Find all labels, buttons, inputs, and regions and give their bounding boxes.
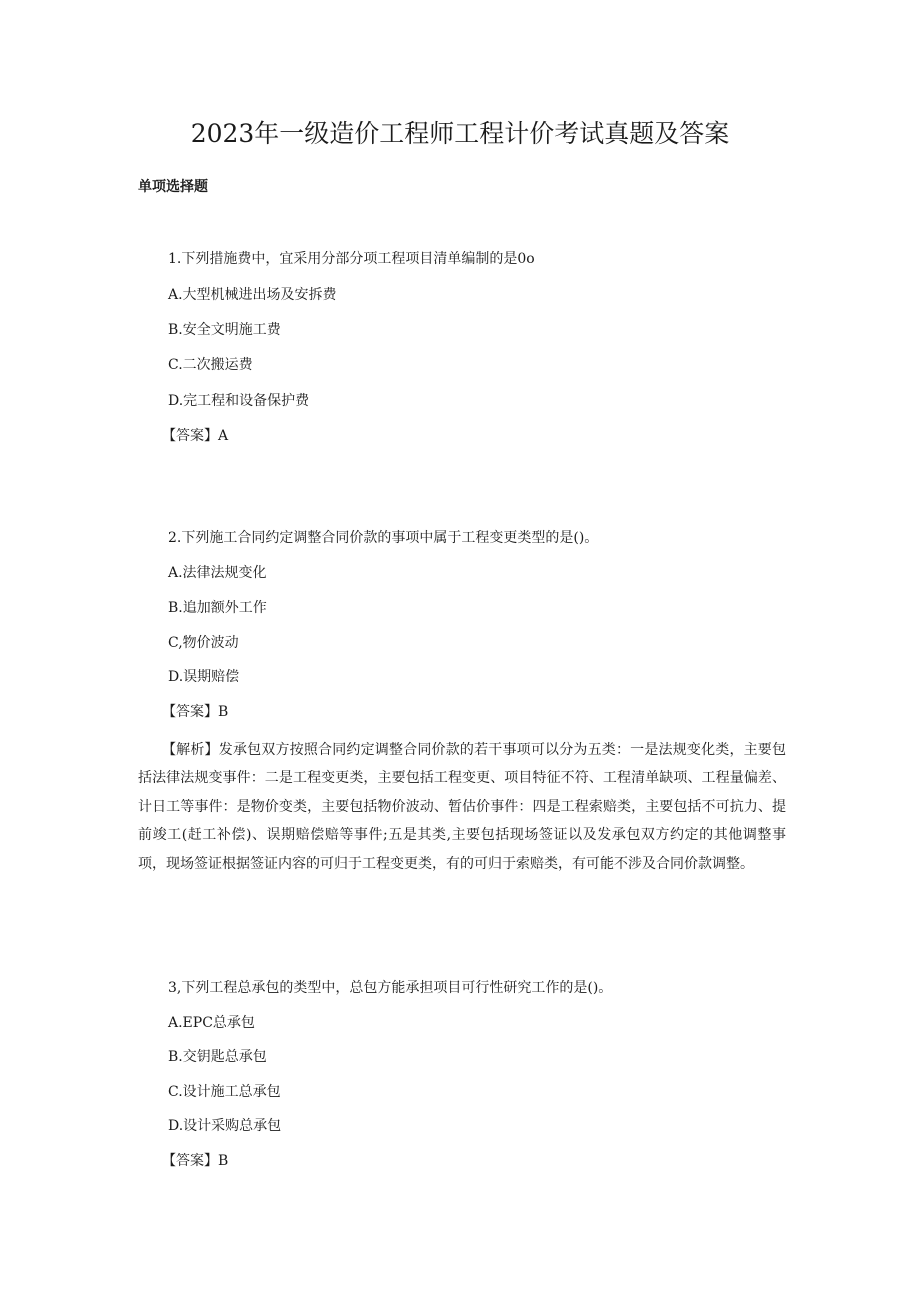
question-1-stem: 1.下列措施费中，宜采用分部分项工程项目清单编制的是0o [168,251,535,267]
question-2-option-c: C,物价波动 [168,635,239,651]
question-3-stem: 3,下列工程总承包的类型中，总包方能承担项目可行性研究工作的是()。 [168,980,613,996]
question-1-option-c: C.二次搬运费 [168,357,253,373]
question-2-explanation: 【解析】发承包双方按照合同约定调整合同价款的若干事项可以分为五类：一是法规变化类，主要包括法律法规变事件：二是工程变更类，主要包括工程变更、项目特征不符、工程清单缺项、工程量偏差、计日工等事件：是物价变类，主要包括物价波动、暂估价事件：四是工程索赔类，主要包括不可抗力、提前竣工(赶工补偿)、误期赔偿赔等事件;五是其类,主要包括现场签证以及发承包双方约定的其他调整事项，现场签证根据签证内容的可归于工程变更类，有的可归于索赔类，有可能不涉及合同价款调整。 [138,742,786,872]
question-2-stem: 2.下列施工合同约定调整合同价款的事项中属于工程变更类型的是()。 [168,530,599,546]
question-2-option-d: D.误期赔偿 [168,669,240,685]
question-3-option-a: A.EPC总承包 [168,1015,255,1031]
question-3-option-c: C.设计施工总承包 [168,1084,281,1100]
page-title: 2023年一级造价工程师工程计价考试真题及答案 [190,119,730,148]
question-1-answer: 【答案】A [162,428,229,444]
question-1-option-b: B.安全文明施工费 [168,322,281,338]
section-heading: 单项选择题 [138,179,208,195]
question-1-option-d: D.完工程和设备保护费 [168,393,310,409]
question-1-option-a: A.大型机械进出场及安拆费 [168,287,337,303]
question-3-option-d: D.设计采购总承包 [168,1118,282,1134]
question-2-answer: 【答案】B [162,704,229,720]
question-3-answer: 【答案】B [162,1153,229,1169]
question-2-option-a: A.法律法规变化 [168,565,267,581]
question-3-option-b: B.交钥匙总承包 [168,1049,267,1065]
question-2-option-b: B.追加额外工作 [168,600,267,616]
